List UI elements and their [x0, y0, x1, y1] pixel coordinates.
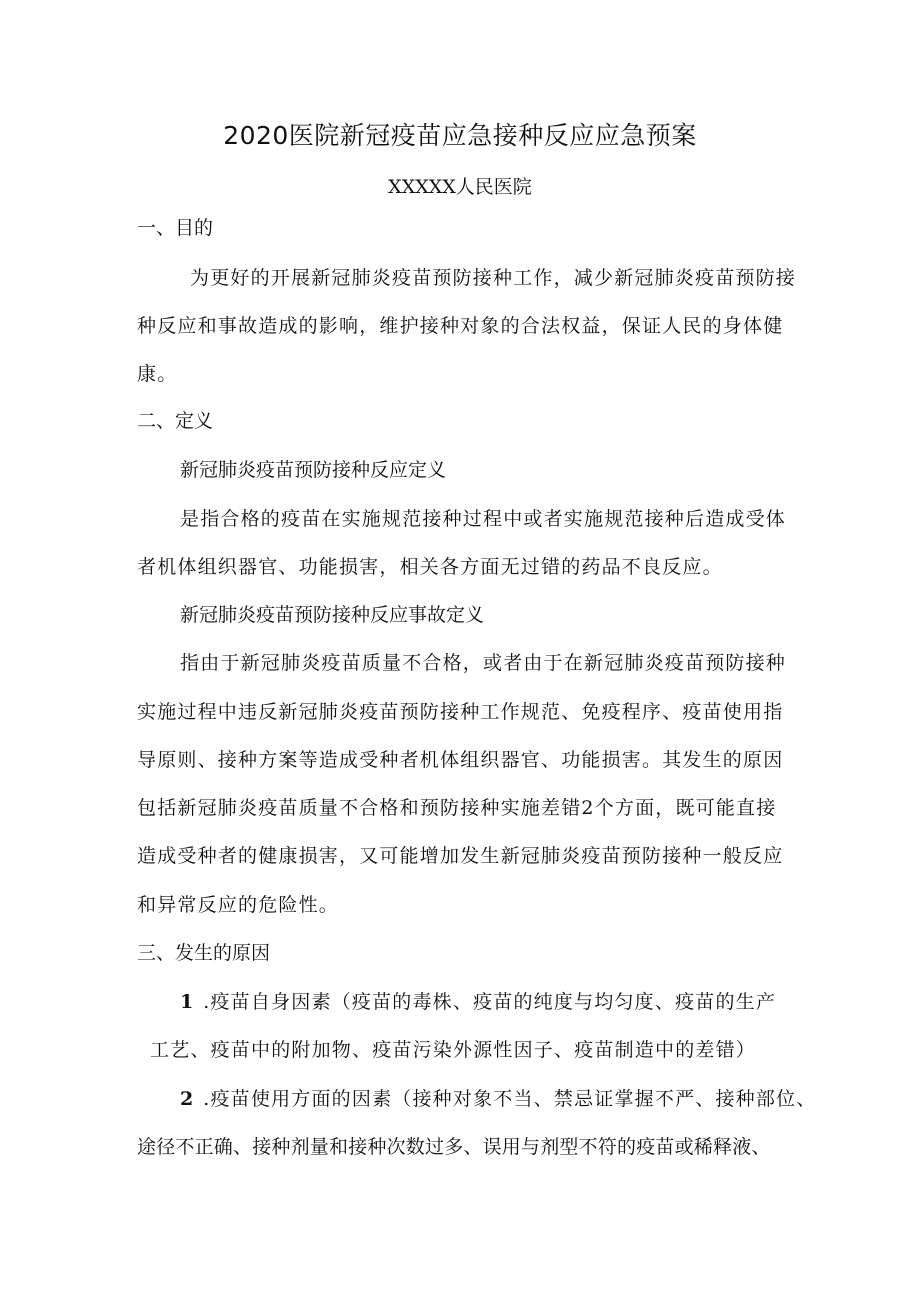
cause-number: 1 [180, 991, 194, 1013]
definition-title: 新冠肺炎疫苗预防接种反应事故定义 [180, 604, 485, 626]
paragraph-line: 为更好的开展新冠肺炎疫苗预防接种工作，减少新冠肺炎疫苗预防接 [190, 267, 797, 289]
cause-text: .疫苗自身因素（疫苗的毒株、疫苗的纯度与均匀度、疫苗的生产 [203, 991, 777, 1013]
section-heading-causes: 三、发生的原因 [137, 942, 271, 964]
paragraph-line: 者机体组织器官、功能损害，相关各方面无过错的药品不良反应。 [137, 556, 723, 578]
cause-item-2 [180, 1087, 816, 1111]
paragraph-line: 康。 [137, 363, 178, 385]
paragraph-line: 工艺、疫苗中的附加物、疫苗污染外源性因子、疫苗制造中的差错） [150, 1039, 757, 1061]
paragraph-line: 是指合格的疫苗在实施规范接种过程中或者实施规范接种后造成受体 [180, 508, 787, 530]
paragraph-line: 途径不正确、接种剂量和接种次数过多、误用与剂型不符的疫苗或稀释液、 [137, 1136, 771, 1158]
paragraph-line: 包括新冠肺炎疫苗质量不合格和预防接种实施差错2个方面，既可能直接 [137, 797, 777, 819]
paragraph-line: 和异常反应的危险性。 [137, 894, 340, 916]
definition-title: 新冠肺炎疫苗预防接种反应定义 [180, 459, 447, 481]
paragraph-line: 造成受种者的健康损害，又可能增加发生新冠肺炎疫苗预防接种一般反应 [137, 845, 784, 867]
paragraph-line: 指由于新冠肺炎疫苗质量不合格，或者由于在新冠肺炎疫苗预防接种 [180, 652, 787, 674]
paragraph-line: 实施过程中违反新冠肺炎疫苗预防接种工作规范、免疫程序、疫苗使用指 [137, 701, 784, 723]
paragraph-line: 导原则、接种方案等造成受种者机体组织器官、功能损害。其发生的原因 [137, 749, 784, 771]
cause-number: 2 [180, 1088, 194, 1110]
cause-item-1 [180, 990, 776, 1014]
hospital-name: XXXXX人民医院 [388, 176, 532, 198]
paragraph-line: 种反应和事故造成的影响，维护接种对象的合法权益，保证人民的身体健 [137, 315, 784, 337]
section-heading-purpose: 一、目的 [137, 217, 214, 239]
document-title: 2020医院新冠疫苗应急接种反应应急预案 [223, 121, 697, 150]
cause-text: .疫苗使用方面的因素（接种对象不当、禁忌证掌握不严、接种部位、 [203, 1088, 817, 1110]
section-heading-definition: 二、定义 [137, 410, 214, 432]
